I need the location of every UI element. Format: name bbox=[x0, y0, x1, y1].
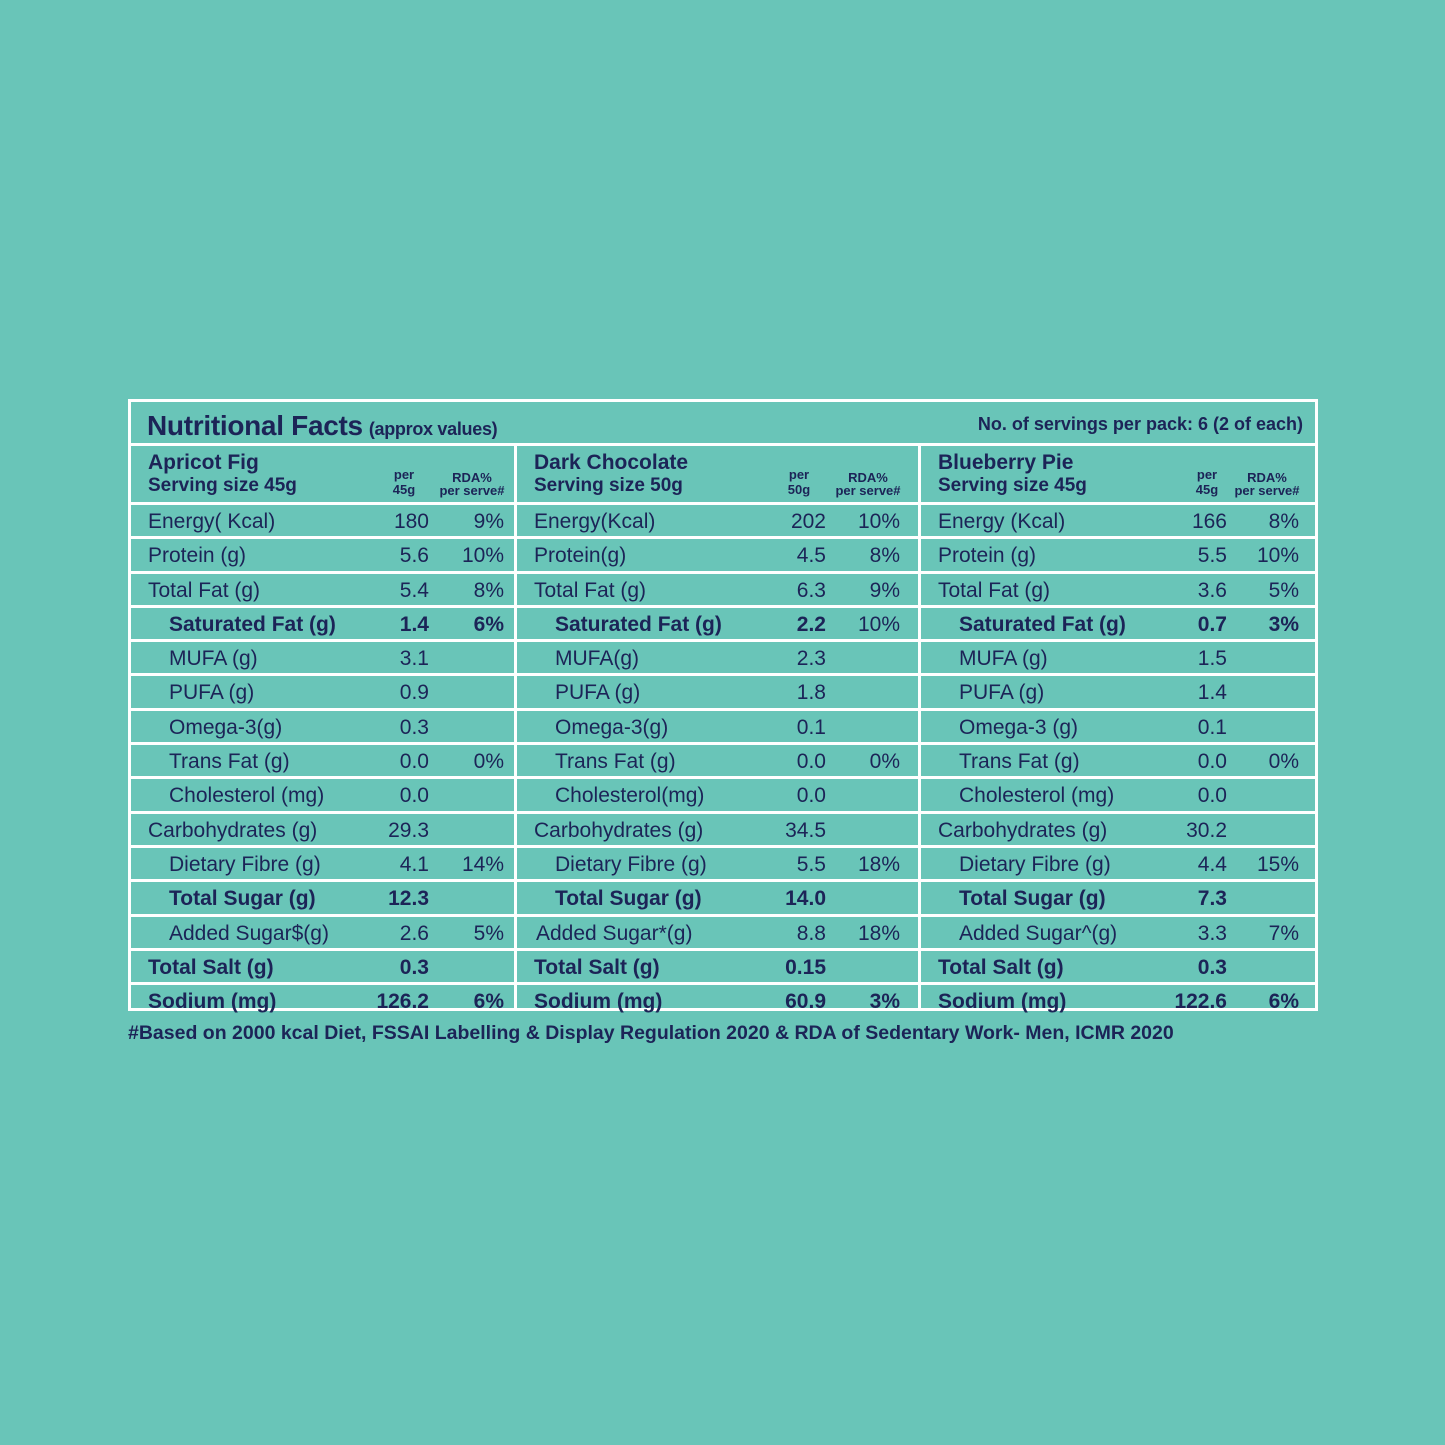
row-rda: 9% bbox=[869, 578, 900, 602]
row-pufa bbox=[517, 676, 918, 710]
row-rda: 5% bbox=[1268, 578, 1299, 602]
row-total-salt bbox=[517, 951, 918, 985]
row-mufa bbox=[517, 642, 918, 676]
per-header bbox=[1185, 467, 1229, 497]
row-value: 3.3 bbox=[1197, 921, 1227, 945]
rda-per-serve: per serve# bbox=[439, 483, 505, 498]
row-value: 0.0 bbox=[796, 784, 826, 808]
row-total-sugar bbox=[921, 882, 1315, 916]
row-rda: 0% bbox=[1268, 750, 1299, 774]
column-blueberry-pie bbox=[921, 446, 1315, 1014]
row-label: Sodium (mg) bbox=[534, 990, 663, 1014]
row-label: Protein(g) bbox=[534, 544, 627, 568]
row-label: Cholesterol (mg) bbox=[169, 784, 325, 808]
row-label: Sodium (mg) bbox=[148, 990, 277, 1014]
row-value: 1.4 bbox=[399, 612, 429, 636]
row-label: Protein (g) bbox=[148, 544, 247, 568]
row-label: Cholesterol(mg) bbox=[555, 784, 705, 808]
row-value: 3.6 bbox=[1197, 578, 1227, 602]
title-row bbox=[131, 402, 1315, 446]
row-label: Protein (g) bbox=[938, 544, 1037, 568]
row-label: Dietary Fibre (g) bbox=[959, 852, 1111, 876]
row-value: 1.4 bbox=[1197, 681, 1227, 705]
row-energy bbox=[131, 505, 514, 539]
row-cholesterol bbox=[921, 779, 1315, 813]
row-value: 4.5 bbox=[796, 544, 826, 568]
row-value: 2.2 bbox=[796, 612, 826, 636]
row-rda: 6% bbox=[473, 612, 504, 636]
row-label: Total Fat (g) bbox=[938, 578, 1051, 602]
row-label: Cholesterol (mg) bbox=[959, 784, 1115, 808]
title-text: Nutritional Facts bbox=[147, 410, 363, 441]
per-amount: 45g bbox=[392, 482, 416, 497]
row-label: Total Fat (g) bbox=[148, 578, 261, 602]
row-dietary-fibre bbox=[517, 848, 918, 882]
row-value: 0.3 bbox=[399, 715, 429, 739]
row-value: 0.7 bbox=[1197, 612, 1227, 636]
row-value: 5.5 bbox=[1197, 544, 1227, 568]
row-label: Total Sugar (g) bbox=[169, 887, 316, 911]
row-total-fat bbox=[921, 574, 1315, 608]
row-total-salt bbox=[131, 951, 514, 985]
row-rda: 10% bbox=[1256, 544, 1299, 568]
row-label: Total Salt (g) bbox=[148, 955, 274, 979]
row-label: Trans Fat (g) bbox=[959, 750, 1080, 774]
row-rda: 0% bbox=[869, 750, 900, 774]
row-label: Carbohydrates (g) bbox=[534, 818, 704, 842]
row-rda: 10% bbox=[857, 510, 900, 533]
row-value: 5.6 bbox=[399, 544, 429, 568]
row-value: 0.0 bbox=[1197, 784, 1227, 808]
row-value: 1.5 bbox=[1197, 647, 1227, 671]
row-trans-fat bbox=[131, 745, 514, 779]
row-total-salt bbox=[921, 951, 1315, 985]
row-label: Energy( Kcal) bbox=[148, 510, 276, 533]
row-value: 202 bbox=[790, 510, 826, 533]
row-carbohydrates bbox=[921, 814, 1315, 848]
row-value: 0.0 bbox=[399, 784, 429, 808]
row-trans-fat bbox=[921, 745, 1315, 779]
row-value: 3.1 bbox=[399, 647, 429, 671]
rda-label: RDA% bbox=[452, 470, 492, 485]
row-label: Trans Fat (g) bbox=[169, 750, 290, 774]
row-label: PUFA (g) bbox=[959, 681, 1045, 705]
row-energy bbox=[921, 505, 1315, 539]
row-value: 122.6 bbox=[1174, 990, 1227, 1014]
row-label: Sodium (mg) bbox=[938, 990, 1067, 1014]
row-value: 166 bbox=[1191, 510, 1227, 533]
row-added-sugar bbox=[517, 917, 918, 951]
row-sodium bbox=[921, 985, 1315, 1019]
row-label: Added Sugar$(g) bbox=[169, 921, 329, 945]
per-header bbox=[777, 467, 821, 497]
row-value: 0.0 bbox=[1197, 750, 1227, 774]
row-label: PUFA (g) bbox=[555, 681, 641, 705]
row-mufa bbox=[921, 642, 1315, 676]
per-header bbox=[382, 467, 426, 497]
rda-per-serve: per serve# bbox=[1234, 483, 1300, 498]
row-rda: 9% bbox=[473, 510, 504, 533]
per-label: per bbox=[788, 467, 810, 482]
row-label: Dietary Fibre (g) bbox=[555, 852, 707, 876]
row-total-fat bbox=[131, 574, 514, 608]
row-label: Trans Fat (g) bbox=[555, 750, 676, 774]
column-dark-chocolate bbox=[517, 446, 921, 1014]
row-added-sugar bbox=[131, 917, 514, 951]
row-value: 1.8 bbox=[796, 681, 826, 705]
row-rda: 8% bbox=[869, 544, 900, 568]
row-saturated-fat bbox=[921, 608, 1315, 642]
row-value: 5.4 bbox=[399, 578, 429, 602]
row-value: 0.3 bbox=[399, 955, 429, 979]
row-label: Omega-3(g) bbox=[555, 715, 669, 739]
row-value: 60.9 bbox=[785, 990, 826, 1014]
rda-label: RDA% bbox=[1247, 470, 1287, 485]
row-rda: 8% bbox=[1268, 510, 1299, 533]
row-value: 5.5 bbox=[796, 852, 826, 876]
serving-size: Serving size 45g bbox=[148, 475, 297, 496]
product-name: Dark Chocolate bbox=[534, 451, 689, 474]
row-rda: 8% bbox=[473, 578, 504, 602]
row-value: 34.5 bbox=[785, 818, 826, 842]
row-protein bbox=[517, 539, 918, 573]
row-value: 30.2 bbox=[1186, 818, 1227, 842]
row-label: Carbohydrates (g) bbox=[938, 818, 1108, 842]
row-total-sugar bbox=[131, 882, 514, 916]
row-pufa bbox=[921, 676, 1315, 710]
row-label: Total Sugar (g) bbox=[555, 887, 702, 911]
per-label: per bbox=[393, 467, 415, 482]
per-amount: 45g bbox=[1195, 482, 1219, 497]
row-trans-fat bbox=[517, 745, 918, 779]
row-label: MUFA (g) bbox=[169, 647, 258, 671]
row-label: Carbohydrates (g) bbox=[148, 818, 318, 842]
row-added-sugar bbox=[921, 917, 1315, 951]
row-label: Added Sugar*(g) bbox=[536, 921, 693, 945]
row-value: 12.3 bbox=[388, 887, 429, 911]
row-rda: 3% bbox=[1268, 612, 1299, 636]
product-name: Blueberry Pie bbox=[938, 451, 1074, 474]
row-omega-3 bbox=[131, 711, 514, 745]
row-mufa bbox=[131, 642, 514, 676]
row-label: Saturated Fat (g) bbox=[555, 612, 722, 636]
row-label: Dietary Fibre (g) bbox=[169, 852, 321, 876]
footnote: #Based on 2000 kcal Diet, FSSAI Labelling & Display Regulation 2020 & RDA of Sedentary Work- Men, ICMR 2020 bbox=[128, 1022, 1174, 1044]
rda-header bbox=[1227, 471, 1307, 497]
row-saturated-fat bbox=[131, 608, 514, 642]
serving-size: Serving size 50g bbox=[534, 475, 683, 496]
column-header bbox=[131, 446, 514, 505]
row-label: MUFA (g) bbox=[959, 647, 1048, 671]
row-label: Energy (Kcal) bbox=[938, 510, 1066, 533]
row-rda: 14% bbox=[461, 852, 504, 876]
row-label: Added Sugar^(g) bbox=[959, 921, 1118, 945]
row-label: Total Fat (g) bbox=[534, 578, 647, 602]
row-omega-3 bbox=[517, 711, 918, 745]
servings-per-pack: No. of servings per pack: 6 (2 of each) bbox=[977, 414, 1303, 434]
row-rda: 3% bbox=[869, 990, 900, 1014]
row-rda: 10% bbox=[857, 612, 900, 636]
per-label: per bbox=[1196, 467, 1218, 482]
row-label: Omega-3 (g) bbox=[959, 715, 1079, 739]
row-value: 29.3 bbox=[388, 818, 429, 842]
row-label: Saturated Fat (g) bbox=[959, 612, 1126, 636]
row-omega-3 bbox=[921, 711, 1315, 745]
row-rda: 18% bbox=[857, 852, 900, 876]
row-value: 8.8 bbox=[796, 921, 826, 945]
row-carbohydrates bbox=[131, 814, 514, 848]
column-header bbox=[921, 446, 1315, 505]
row-rda: 6% bbox=[1268, 990, 1299, 1014]
row-value: 2.3 bbox=[796, 647, 826, 671]
rda-per-serve: per serve# bbox=[835, 483, 901, 498]
row-value: 0.1 bbox=[796, 715, 826, 739]
row-pufa bbox=[131, 676, 514, 710]
row-value: 14.0 bbox=[785, 887, 826, 911]
row-label: Total Salt (g) bbox=[534, 955, 660, 979]
row-value: 0.0 bbox=[399, 750, 429, 774]
table-title bbox=[147, 410, 497, 442]
row-cholesterol bbox=[131, 779, 514, 813]
row-value: 0.0 bbox=[796, 750, 826, 774]
row-rda: 7% bbox=[1268, 921, 1299, 945]
title-subtitle: (approx values) bbox=[368, 419, 498, 439]
row-energy bbox=[517, 505, 918, 539]
row-total-fat bbox=[517, 574, 918, 608]
rda-header bbox=[432, 471, 512, 497]
row-protein bbox=[921, 539, 1315, 573]
row-value: 0.1 bbox=[1197, 715, 1227, 739]
row-rda: 5% bbox=[473, 921, 504, 945]
serving-size: Serving size 45g bbox=[938, 475, 1087, 496]
column-header bbox=[517, 446, 918, 505]
row-value: 4.1 bbox=[399, 852, 429, 876]
row-label: Total Sugar (g) bbox=[959, 887, 1106, 911]
row-dietary-fibre bbox=[131, 848, 514, 882]
row-rda: 18% bbox=[857, 921, 900, 945]
per-amount: 50g bbox=[787, 482, 811, 497]
row-cholesterol bbox=[517, 779, 918, 813]
row-rda: 0% bbox=[473, 750, 504, 774]
row-label: MUFA(g) bbox=[555, 647, 639, 671]
row-value: 6.3 bbox=[796, 578, 826, 602]
row-value: 2.6 bbox=[399, 921, 429, 945]
rda-header bbox=[828, 471, 908, 497]
row-value: 4.4 bbox=[1197, 852, 1227, 876]
row-carbohydrates bbox=[517, 814, 918, 848]
row-value: 0.9 bbox=[399, 681, 429, 705]
row-rda: 15% bbox=[1256, 852, 1299, 876]
nutrition-table bbox=[128, 399, 1318, 1014]
row-label: Energy(Kcal) bbox=[534, 510, 656, 533]
row-label: Total Salt (g) bbox=[938, 955, 1064, 979]
row-value: 7.3 bbox=[1197, 887, 1227, 911]
row-sodium bbox=[517, 985, 918, 1019]
row-rda: 6% bbox=[473, 990, 504, 1014]
row-label: PUFA (g) bbox=[169, 681, 255, 705]
row-protein bbox=[131, 539, 514, 573]
row-dietary-fibre bbox=[921, 848, 1315, 882]
row-rda: 10% bbox=[461, 544, 504, 568]
row-value: 180 bbox=[393, 510, 429, 533]
row-label: Saturated Fat (g) bbox=[169, 612, 336, 636]
product-name: Apricot Fig bbox=[148, 451, 259, 474]
row-total-sugar bbox=[517, 882, 918, 916]
row-value: 126.2 bbox=[376, 990, 429, 1014]
rda-label: RDA% bbox=[848, 470, 888, 485]
row-label: Omega-3(g) bbox=[169, 715, 283, 739]
row-sodium bbox=[131, 985, 514, 1019]
row-saturated-fat bbox=[517, 608, 918, 642]
row-value: 0.3 bbox=[1197, 955, 1227, 979]
column-apricot-fig bbox=[131, 446, 517, 1014]
row-value: 0.15 bbox=[785, 955, 826, 979]
